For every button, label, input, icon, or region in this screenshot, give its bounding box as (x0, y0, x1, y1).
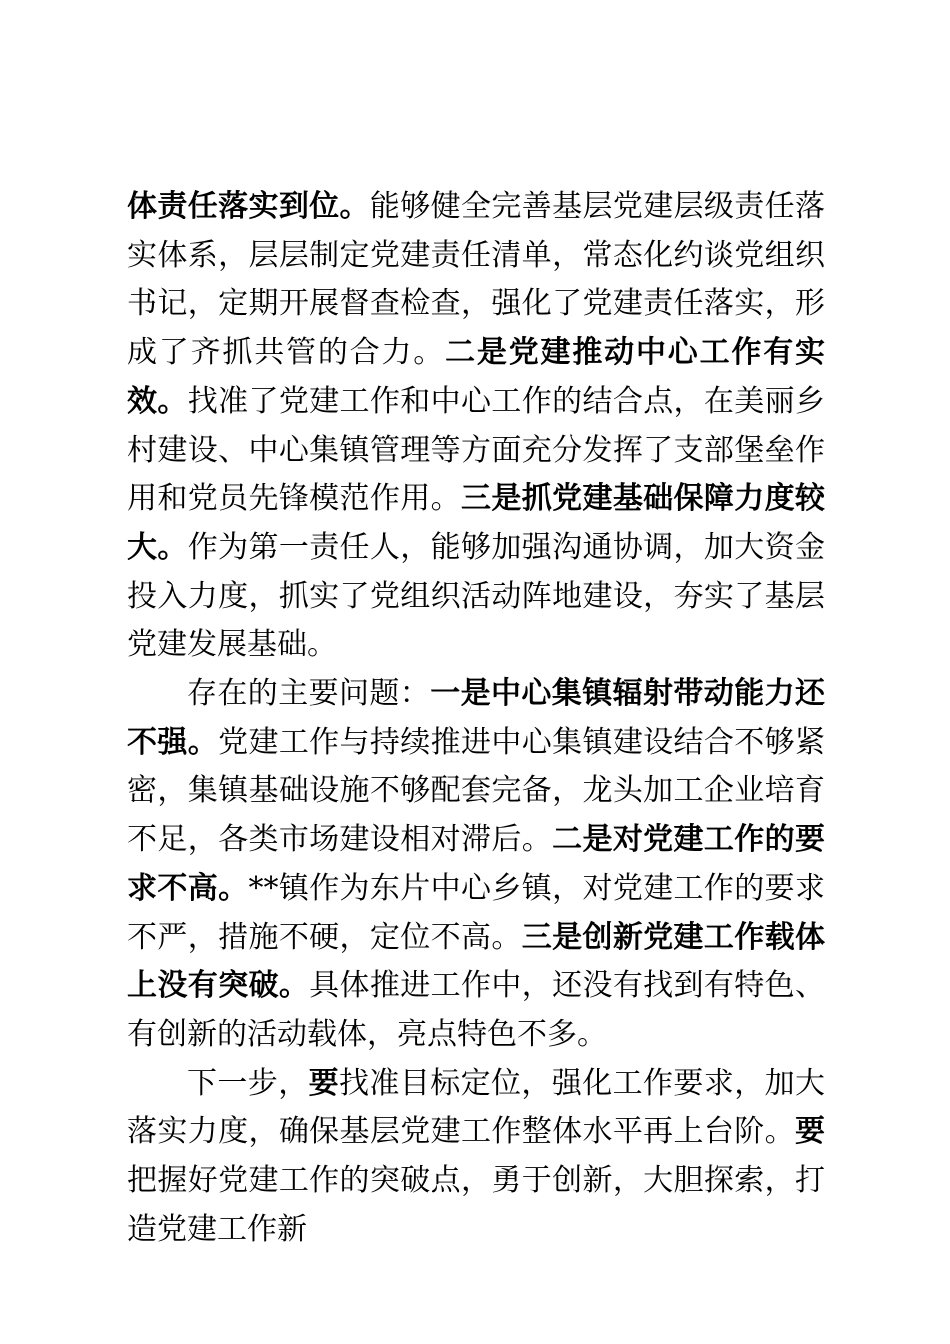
document-body (127, 183, 825, 1254)
body-text: 找准目标定位，强化工作要求，加大落实力度，确保基层党建工作整体水平再上台阶。 (127, 1065, 826, 1150)
body-text: 把握好党建工作的突破点，勇于创新，大胆探索，打造党建工作新 (127, 1163, 825, 1247)
heading-party-building-effective: 二是党建推动中心工作有实效。 (127, 335, 826, 419)
body-text: 党建工作与持续推进中心集镇建设结合不够紧密，集镇基础设施不够配套完备，龙头加工企业培育不足，各类市场建设相对滞后。 (127, 724, 826, 858)
problems-intro: 存在的主要问题： (187, 676, 431, 712)
paragraph-next-steps (127, 1060, 825, 1255)
paragraph-achievements (127, 183, 825, 670)
body-text: 找准了党建工作和中心工作的结合点，在美丽乡村建设、中心集镇管理等方面充分发挥了支部堡垒作用和党员先锋模范作用。 (127, 383, 826, 517)
heading-problem-two: 二是对党建工作的要求不高。 (127, 822, 826, 906)
next-steps-intro: 下一步， (187, 1065, 309, 1101)
body-text: **镇作为东片中心乡镇，对党建工作的要求不严，措施不硬，定位不高。 (127, 870, 826, 955)
paragraph-problems (127, 670, 825, 1060)
body-text: 作为第一责任人，能够加强沟通协调，加大资金投入力度，抓实了党组织活动阵地建设，夯实了基层党建发展基础。 (127, 529, 826, 663)
heading-foundation-support: 三是抓党建基础保障力度较大。 (127, 481, 825, 565)
heading-responsibility-in-place: 体责任落实到位。 (127, 189, 370, 224)
body-text: 具体推进工作中，还没有找到有特色、有创新的活动载体，亮点特色不多。 (127, 968, 826, 1052)
emphasis-must: 要 (795, 1114, 825, 1150)
heading-problem-three: 三是创新党建工作载体上没有突破。 (127, 919, 826, 1004)
emphasis-must: 要 (308, 1065, 340, 1101)
heading-problem-one: 一是中心集镇辐射带动能力还不强。 (127, 676, 826, 760)
body-text: 能够健全完善基层党建层级责任落实体系，层层制定党建责任清单，常态化约谈党组织书记，定期开展督查检查，强化了党建责任落实，形成了齐抓共管的合力。 (127, 189, 826, 371)
